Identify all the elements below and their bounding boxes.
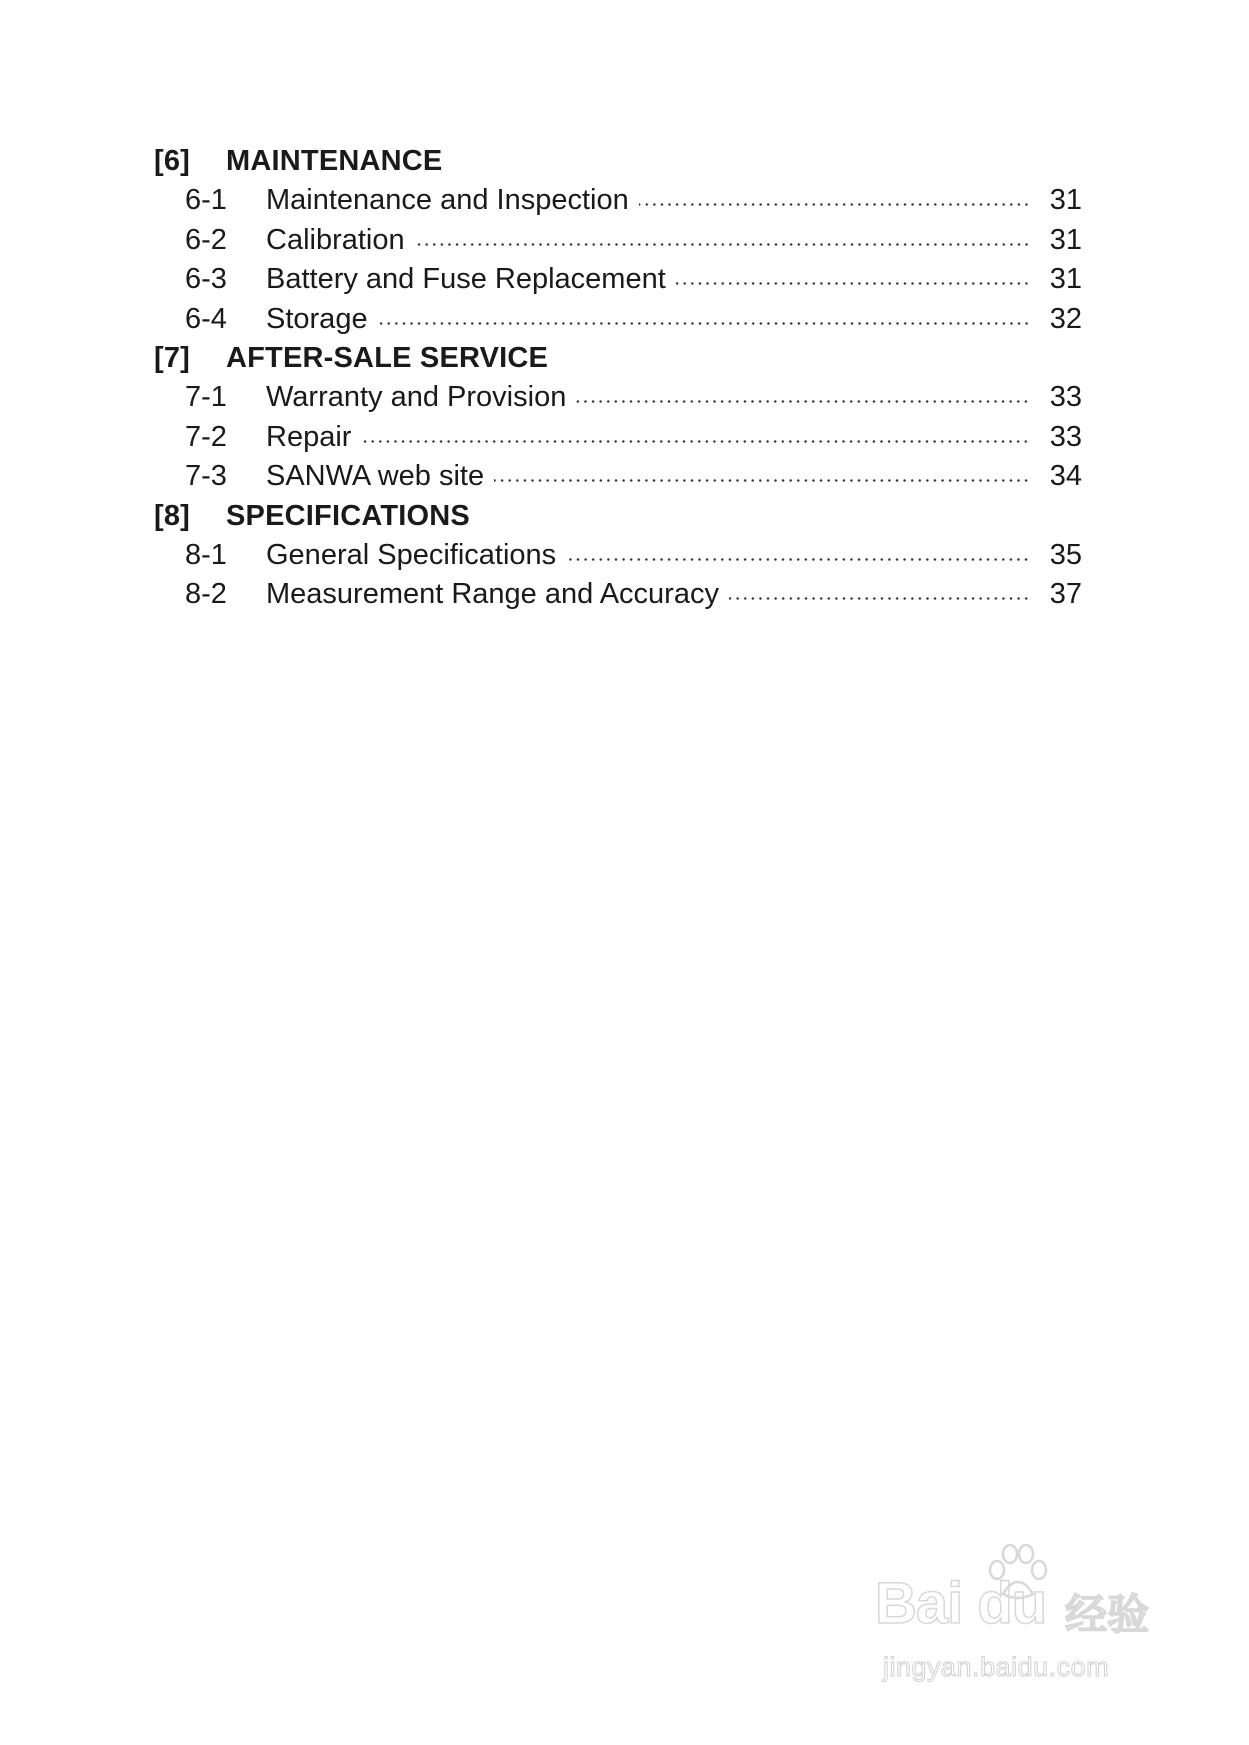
entry-page: 35 — [1049, 538, 1082, 571]
watermark-label: 经验 — [1065, 1591, 1150, 1638]
section-number: [8] — [154, 499, 191, 532]
toc-entry[interactable] — [154, 378, 1082, 418]
section-number: [6] — [154, 145, 191, 177]
toc-section-8 — [154, 497, 1082, 536]
entry-page: 31 — [1049, 223, 1082, 256]
entry-title: Calibration — [266, 223, 405, 256]
toc-entry[interactable] — [154, 418, 1082, 458]
entry-title: General Specifications — [266, 538, 557, 571]
watermark-url: jingyan.baidu.com — [883, 1652, 1110, 1682]
entry-page: 37 — [1049, 578, 1082, 611]
entry-title: Measurement Range and Accuracy — [266, 578, 719, 611]
toc-entry[interactable] — [154, 181, 1082, 221]
entry-title: Storage — [266, 302, 368, 335]
entry-title: SANWA web site — [266, 460, 485, 493]
entry-title: Warranty and Provision — [266, 381, 567, 414]
entry-number: 8-1 — [185, 538, 227, 571]
toc-entry[interactable] — [154, 260, 1082, 300]
dot-leader — [415, 243, 1030, 246]
toc-section-7 — [154, 339, 1082, 378]
entry-number: 6-1 — [185, 184, 227, 217]
entry-page: 33 — [1049, 381, 1082, 414]
entry-number: 7-2 — [185, 420, 227, 453]
dot-leader — [639, 203, 1030, 206]
entry-page: 32 — [1049, 302, 1082, 335]
entry-page: 31 — [1049, 184, 1082, 217]
section-title: SPECIFICATIONS — [226, 499, 470, 532]
entry-number: 8-2 — [185, 578, 227, 611]
entry-page: 31 — [1049, 263, 1082, 296]
dot-leader — [729, 597, 1030, 600]
toc-entry[interactable] — [154, 300, 1082, 340]
entry-number: 7-1 — [185, 381, 227, 414]
toc-entry[interactable] — [154, 221, 1082, 261]
dot-leader — [676, 282, 1030, 285]
dot-leader — [566, 558, 1030, 561]
toc-entry[interactable] — [154, 575, 1082, 615]
toc-entry[interactable] — [154, 536, 1082, 576]
baidu-watermark — [875, 1540, 1175, 1690]
entry-number: 6-4 — [185, 302, 227, 335]
entry-number: 6-2 — [185, 223, 227, 256]
toc-entry[interactable] — [154, 457, 1082, 497]
section-title: MAINTENANCE — [226, 145, 443, 177]
section-number: [7] — [154, 342, 191, 374]
entry-number: 6-3 — [185, 263, 227, 296]
dot-leader — [378, 322, 1030, 325]
entry-number: 7-3 — [185, 460, 227, 493]
section-title: AFTER-SALE SERVICE — [226, 342, 549, 374]
entry-title: Repair — [266, 420, 352, 453]
toc-section-6 — [154, 142, 1082, 181]
entry-page: 34 — [1049, 460, 1082, 493]
entry-title: Maintenance and Inspection — [266, 184, 629, 217]
dot-leader — [494, 479, 1030, 482]
table-of-contents — [154, 142, 1082, 615]
dot-leader — [361, 440, 1030, 443]
dot-leader — [576, 400, 1030, 403]
entry-page: 33 — [1049, 420, 1082, 453]
watermark-logo: Bai du — [875, 1571, 1047, 1636]
entry-title: Battery and Fuse Replacement — [266, 263, 666, 296]
